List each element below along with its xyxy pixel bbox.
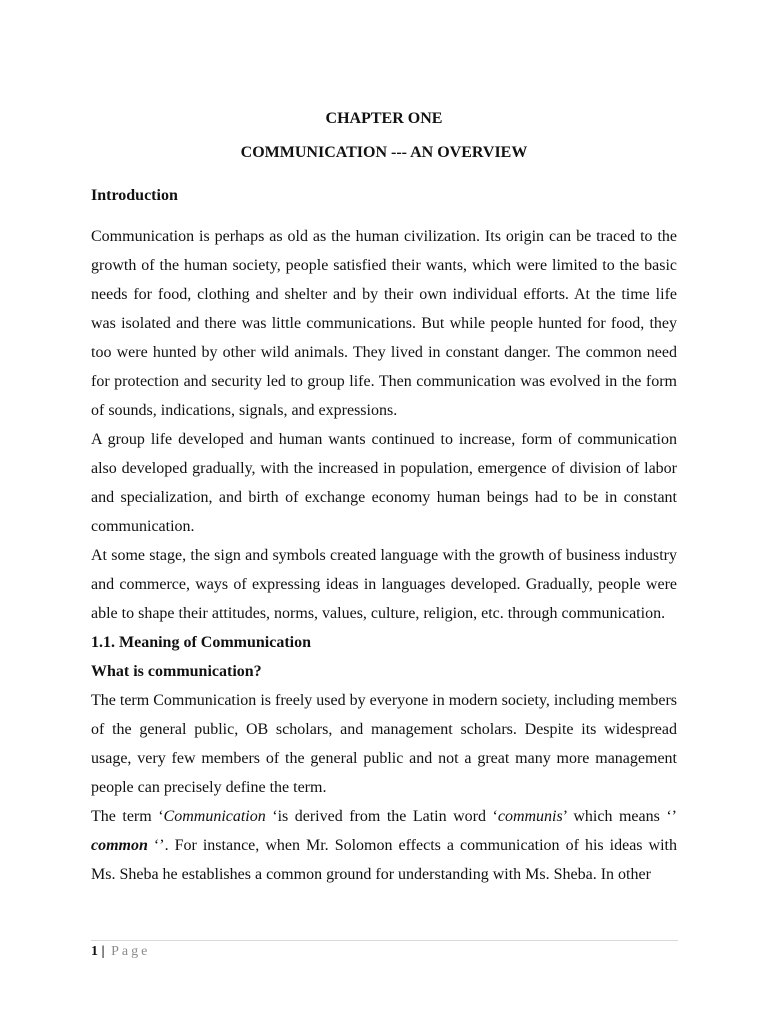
page-label: Page [111, 944, 151, 959]
p5-text-2: ‘is derived from the Latin word ‘ [265, 808, 498, 825]
p5-text-4: ‘’. For instance, when Mr. Solomon effects a communication of his ideas with Ms. Sheba he establishes a common ground for understanding with Ms. Sheba. In other [91, 837, 677, 883]
p5-text-1: The term ‘ [91, 808, 164, 825]
paragraph-1: Communication is perhaps as old as the human civilization. Its origin can be traced to the growth of the human society, people satisfied their wants, which were limited to the basic needs for food, clothing and shelter and by their own individual efforts. At the time life was isolated and there was little communications. But while people hunted for food, they too were hunted by other wild animals. They lived in constant danger. The common need for protection and security led to group life. Then communication was evolved in the form of sounds, indications, signals, and expressions. [91, 228, 677, 419]
section-heading-meaning: 1.1. Meaning of Communication [91, 634, 311, 651]
paragraph-4: The term Communication is freely used by everyone in modern society, including members of the general public, OB scholars, and management scholars. Despite its widespread usage, very few members of the general public and not a great many more management people can precisely define the term. [91, 692, 677, 796]
question-heading: What is communication? [91, 663, 262, 680]
p5-italic-communication: Communication [163, 808, 266, 825]
p5-bold-italic-common: common [91, 837, 148, 854]
page-number: 1 [91, 944, 98, 959]
chapter-title: COMMUNICATION --- AN OVERVIEW [240, 144, 528, 161]
footer-separator: | [101, 944, 105, 959]
paragraph-2: A group life developed and human wants continued to increase, form of communication also developed gradually, with the increased in population, emergence of division of labor and specialization, and birth of exchange economy human beings had to be in constant communication. [91, 431, 677, 535]
p5-italic-communis: communis [497, 808, 563, 825]
document-body [91, 108, 677, 889]
chapter-label: CHAPTER ONE [325, 110, 443, 127]
p5-text-3: ’ which means ‘’ [562, 808, 678, 825]
paragraph-3: At some stage, the sign and symbols created language with the growth of business industry and commerce, ways of expressing ideas in languages developed. Gradually, people were able to shape their attitudes, norms, values, culture, religion, etc. through communication. [91, 547, 677, 622]
page-footer [91, 940, 678, 961]
paragraph-5 [91, 802, 677, 889]
introduction-heading: Introduction [91, 187, 178, 204]
